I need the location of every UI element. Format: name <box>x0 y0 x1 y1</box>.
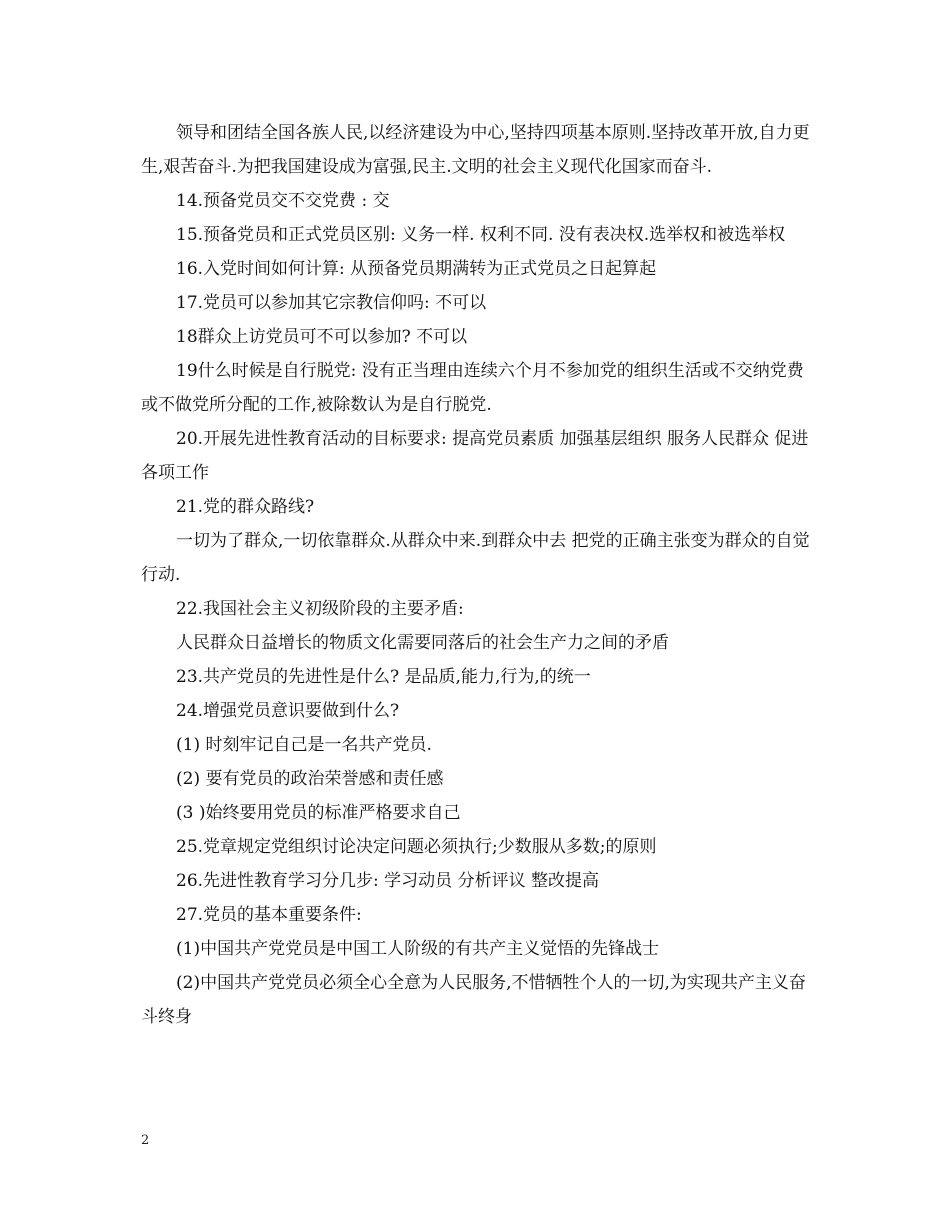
page-number: 2 <box>141 1133 150 1148</box>
paragraph: 人民群众日益增长的物质文化需要同落后的社会生产力之间的矛盾 <box>176 633 669 653</box>
paragraph: 27.党员的基本重要条件: <box>176 905 362 925</box>
paragraph: (1) 时刻牢记自己是一名共产党员. <box>176 735 432 755</box>
paragraph: 14.预备党员交不交党费 : 交 <box>176 191 390 211</box>
paragraph: (2) 要有党员的政治荣誉感和责任感 <box>176 769 444 789</box>
paragraph: 23.共产党员的先进性是什么? 是品质,能力,行为,的统一 <box>176 667 591 687</box>
paragraph: 22.我国社会主义初级阶段的主要矛盾: <box>176 599 464 619</box>
paragraph: 18群众上访党员可不可以参加? 不可以 <box>176 327 468 347</box>
paragraph: 16.入党时间如何计算: 从预备党员期满转为正式党员之日起算起 <box>176 259 657 279</box>
paragraph: 一切为了群众,一切依靠群众.从群众中来.到群众中去 把党的正确主张变为群众的自觉行动. <box>141 531 810 585</box>
paragraph: 21.党的群众路线? <box>176 497 315 517</box>
paragraph: 24.增强党员意识要做到什么? <box>176 701 400 721</box>
document-body <box>141 116 813 1034</box>
paragraph: 26.先进性教育学习分几步: 学习动员 分析评议 整改提高 <box>176 871 599 891</box>
paragraph: 领导和团结全国各族人民,以经济建设为中心,坚持四项基本原则.坚持改革开放,自力更生,艰苦奋斗.为把我国建设成为富强,民主.文明的社会主义现代化国家而奋斗. <box>141 123 810 177</box>
paragraph: 20.开展先进性教育活动的目标要求: 提高党员素质 加强基层组织 服务人民群众 促进各项工作 <box>141 429 809 483</box>
paragraph: 19什么时候是自行脱党: 没有正当理由连续六个月不参加党的组织生活或不交纳党费或不做党所分配的工作,被除数认为是自行脱党. <box>141 361 804 415</box>
paragraph: (1)中国共产党党员是中国工人阶级的有共产主义觉悟的先锋战士 <box>176 939 660 959</box>
paragraph: (3 )始终要用党员的标准严格要求自己 <box>176 803 461 823</box>
paragraph: 15.预备党员和正式党员区别: 义务一样. 权利不同. 没有表决权.选举权和被选举权 <box>176 225 786 245</box>
paragraph: 25.党章规定党组织讨论决定问题必须执行;少数服从多数;的原则 <box>176 837 657 857</box>
paragraph: 17.党员可以参加其它宗教信仰吗: 不可以 <box>176 293 487 313</box>
paragraph: (2)中国共产党党员必须全心全意为人民服务,不惜牺牲个人的一切,为实现共产主义奋斗终身 <box>141 973 806 1027</box>
